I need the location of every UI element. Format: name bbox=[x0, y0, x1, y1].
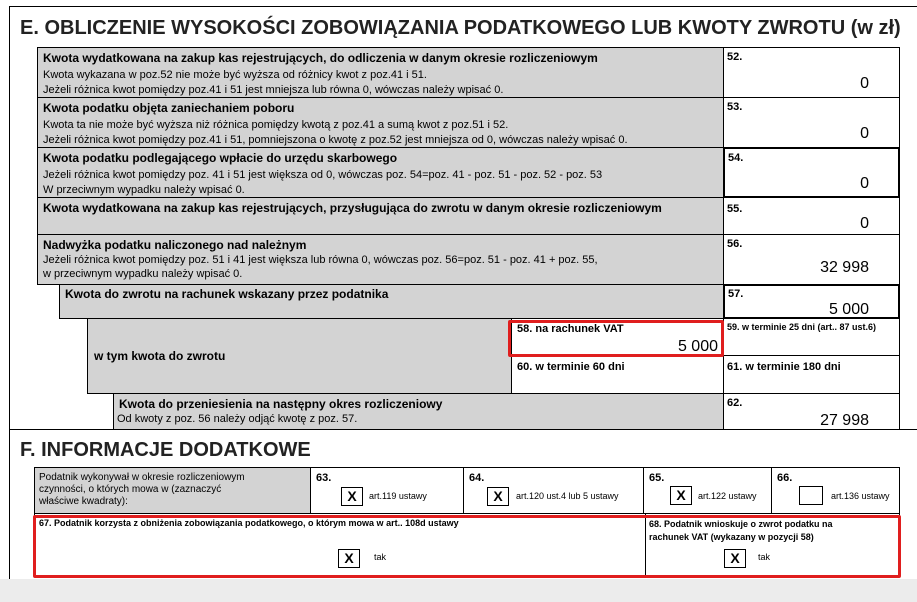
box-64-checkbox[interactable]: X bbox=[487, 487, 509, 506]
field-60[interactable] bbox=[511, 355, 724, 394]
row-54-description bbox=[37, 147, 724, 198]
ofwhich-label: w tym kwota do zwrotu bbox=[94, 349, 226, 363]
field-54-value: 0 bbox=[860, 175, 869, 192]
row-62-desc: Od kwoty z poz. 56 należy odjąć kwotę z poz. 57. bbox=[117, 413, 358, 425]
row-52-desc1: Kwota wykazana w poz.52 nie może być wyższa od różnicy kwot z poz.41 i 51. bbox=[43, 69, 427, 81]
row-56-heading: Nadwyżka podatku naliczonego nad należnym bbox=[43, 238, 307, 252]
row-56-description bbox=[37, 234, 724, 285]
box-64-cell bbox=[463, 467, 644, 514]
field-67-label: 67. Podatnik korzysta z obniżenia zobowiązania podatkowego, o którym mowa w art.. 108d ustawy bbox=[39, 518, 459, 528]
box-63-label: art.119 ustawy bbox=[369, 491, 427, 501]
row-53-description bbox=[37, 97, 724, 148]
field-52[interactable] bbox=[723, 47, 900, 98]
box-66-pos: 66. bbox=[777, 472, 793, 484]
field-54-pos: 54. bbox=[728, 152, 744, 164]
highlight-67-68 bbox=[33, 515, 901, 578]
row-57-heading: Kwota do zwrotu na rachunek wskazany przez podatnika bbox=[65, 287, 389, 301]
field-57[interactable] bbox=[723, 284, 900, 319]
field-53-value: 0 bbox=[860, 125, 869, 142]
box-65-label: art.122 ustawy bbox=[698, 491, 757, 501]
field-53[interactable] bbox=[723, 97, 900, 148]
box-66-label: art.136 ustawy bbox=[831, 491, 890, 501]
field-62-pos: 62. bbox=[727, 397, 743, 409]
row-57-description bbox=[59, 284, 724, 319]
field-59-label: 59. w terminie 25 dni (art.. 87 ust.6) bbox=[727, 322, 877, 332]
box-63-cell bbox=[310, 467, 464, 514]
field-61-label: 61. w terminie 180 dni bbox=[727, 361, 841, 373]
row-62-description bbox=[113, 393, 724, 430]
field-68-option: tak bbox=[758, 552, 771, 562]
field-55-pos: 55. bbox=[727, 203, 743, 215]
field-68-label: 68. Podatnik wnioskuje o zwrot podatku na rachunek VAT (wykazany w pozycji 58) bbox=[649, 519, 833, 542]
box-64-label: art.120 ust.4 lub 5 ustawy bbox=[516, 491, 619, 501]
box-65-pos: 65. bbox=[649, 472, 665, 484]
field-59[interactable] bbox=[723, 318, 900, 356]
row-53-desc2: Jeżeli różnica kwot pomiędzy poz.41 i 51, pomniejszona o kwotę z poz.52 jest mniejsza od 0, wówczas należy wpisać 0. bbox=[43, 134, 628, 146]
field-67-checkbox[interactable]: X bbox=[338, 549, 360, 568]
field-53-pos: 53. bbox=[727, 101, 743, 113]
row-55-heading: Kwota wydatkowana na zakup kas rejestrujących, przysługująca do zwrotu w danym okresie rozliczeniowym bbox=[43, 201, 662, 215]
row-55-description bbox=[37, 197, 724, 235]
section-f-title: F. INFORMACJE DODATKOWE bbox=[20, 439, 311, 461]
field-56-pos: 56. bbox=[727, 238, 743, 250]
field-52-pos: 52. bbox=[727, 51, 743, 63]
field-61[interactable] bbox=[723, 355, 900, 394]
field-56[interactable] bbox=[723, 234, 900, 285]
field-67-option: tak bbox=[374, 552, 387, 562]
field-55[interactable] bbox=[723, 197, 900, 235]
row-54-desc1: Jeżeli różnica kwot pomiędzy poz. 41 i 51 jest większa od 0, wówczas poz. 54=poz. 41 - poz. 51 - poz. 52 - poz. 53 bbox=[43, 169, 603, 181]
row-62-heading: Kwota do przeniesienia na następny okres rozliczeniowy bbox=[119, 397, 443, 411]
row-54-desc2: W przeciwnym wypadku należy wpisać 0. bbox=[43, 184, 245, 196]
field-58-label: 58. na rachunek VAT bbox=[517, 323, 624, 335]
field-68-checkbox[interactable]: X bbox=[724, 549, 746, 568]
activity-label-cell bbox=[34, 467, 311, 514]
field-58-value: 5 000 bbox=[677, 338, 718, 355]
row-56-desc1: Jeżeli różnica kwot pomiędzy poz. 51 i 41 jest większa lub równa 0, wówczas poz. 56=poz. 51 - poz. 41 + poz. 55, bbox=[43, 254, 598, 266]
field-52-value: 0 bbox=[860, 75, 869, 92]
row-54-heading: Kwota podatku podlegającego wpłacie do urzędu skarbowego bbox=[43, 151, 398, 165]
activity-label: Podatnik wykonywał w okresie rozliczeniowym czynności, o których mowa w (zaznaczyć właściwe kwadraty): bbox=[39, 472, 245, 507]
field-57-value: 5 000 bbox=[828, 301, 869, 318]
row-52-description bbox=[37, 47, 724, 98]
section-e-title: E. OBLICZENIE WYSOKOŚCI ZOBOWIĄZANIA PODATKOWEGO LUB KWOTY ZWROTU (w zł) bbox=[20, 17, 901, 39]
footer-strip bbox=[0, 579, 917, 602]
field-55-value: 0 bbox=[860, 215, 869, 232]
row-53-desc1: Kwota ta nie może być wyższa niż różnica pomiędzy kwotą z poz.41 a sumą kwot z poz.51 i 52. bbox=[43, 119, 509, 131]
ofwhich-row bbox=[87, 318, 512, 394]
field-60-label: 60. w terminie 60 dni bbox=[517, 361, 625, 373]
box-66-cell bbox=[771, 467, 900, 514]
field-56-value: 32 998 bbox=[820, 259, 869, 276]
row-52-heading: Kwota wydatkowana na zakup kas rejestrujących, do odliczenia w danym okresie rozliczeniowym bbox=[43, 51, 598, 65]
box-64-pos: 64. bbox=[469, 472, 485, 484]
box-66-checkbox[interactable] bbox=[799, 486, 823, 505]
field-57-pos: 57. bbox=[728, 288, 744, 300]
box-63-checkbox[interactable]: X bbox=[341, 487, 363, 506]
field-62-value: 27 998 bbox=[820, 412, 869, 429]
row-52-desc2: Jeżeli różnica kwot pomiędzy poz.41 i 51 jest mniejsza lub równa 0, wówczas należy wpisać 0. bbox=[43, 84, 504, 96]
box-63-pos: 63. bbox=[316, 472, 332, 484]
box-65-checkbox[interactable]: X bbox=[670, 486, 692, 505]
field-62[interactable] bbox=[723, 393, 900, 430]
highlight-58 bbox=[508, 320, 724, 357]
row-56-desc2: w przeciwnym wypadku należy wpisać 0. bbox=[43, 268, 243, 280]
field-54[interactable] bbox=[723, 147, 900, 198]
row-53-heading: Kwota podatku objęta zaniechaniem poboru bbox=[43, 101, 295, 115]
box-65-cell bbox=[643, 467, 772, 514]
